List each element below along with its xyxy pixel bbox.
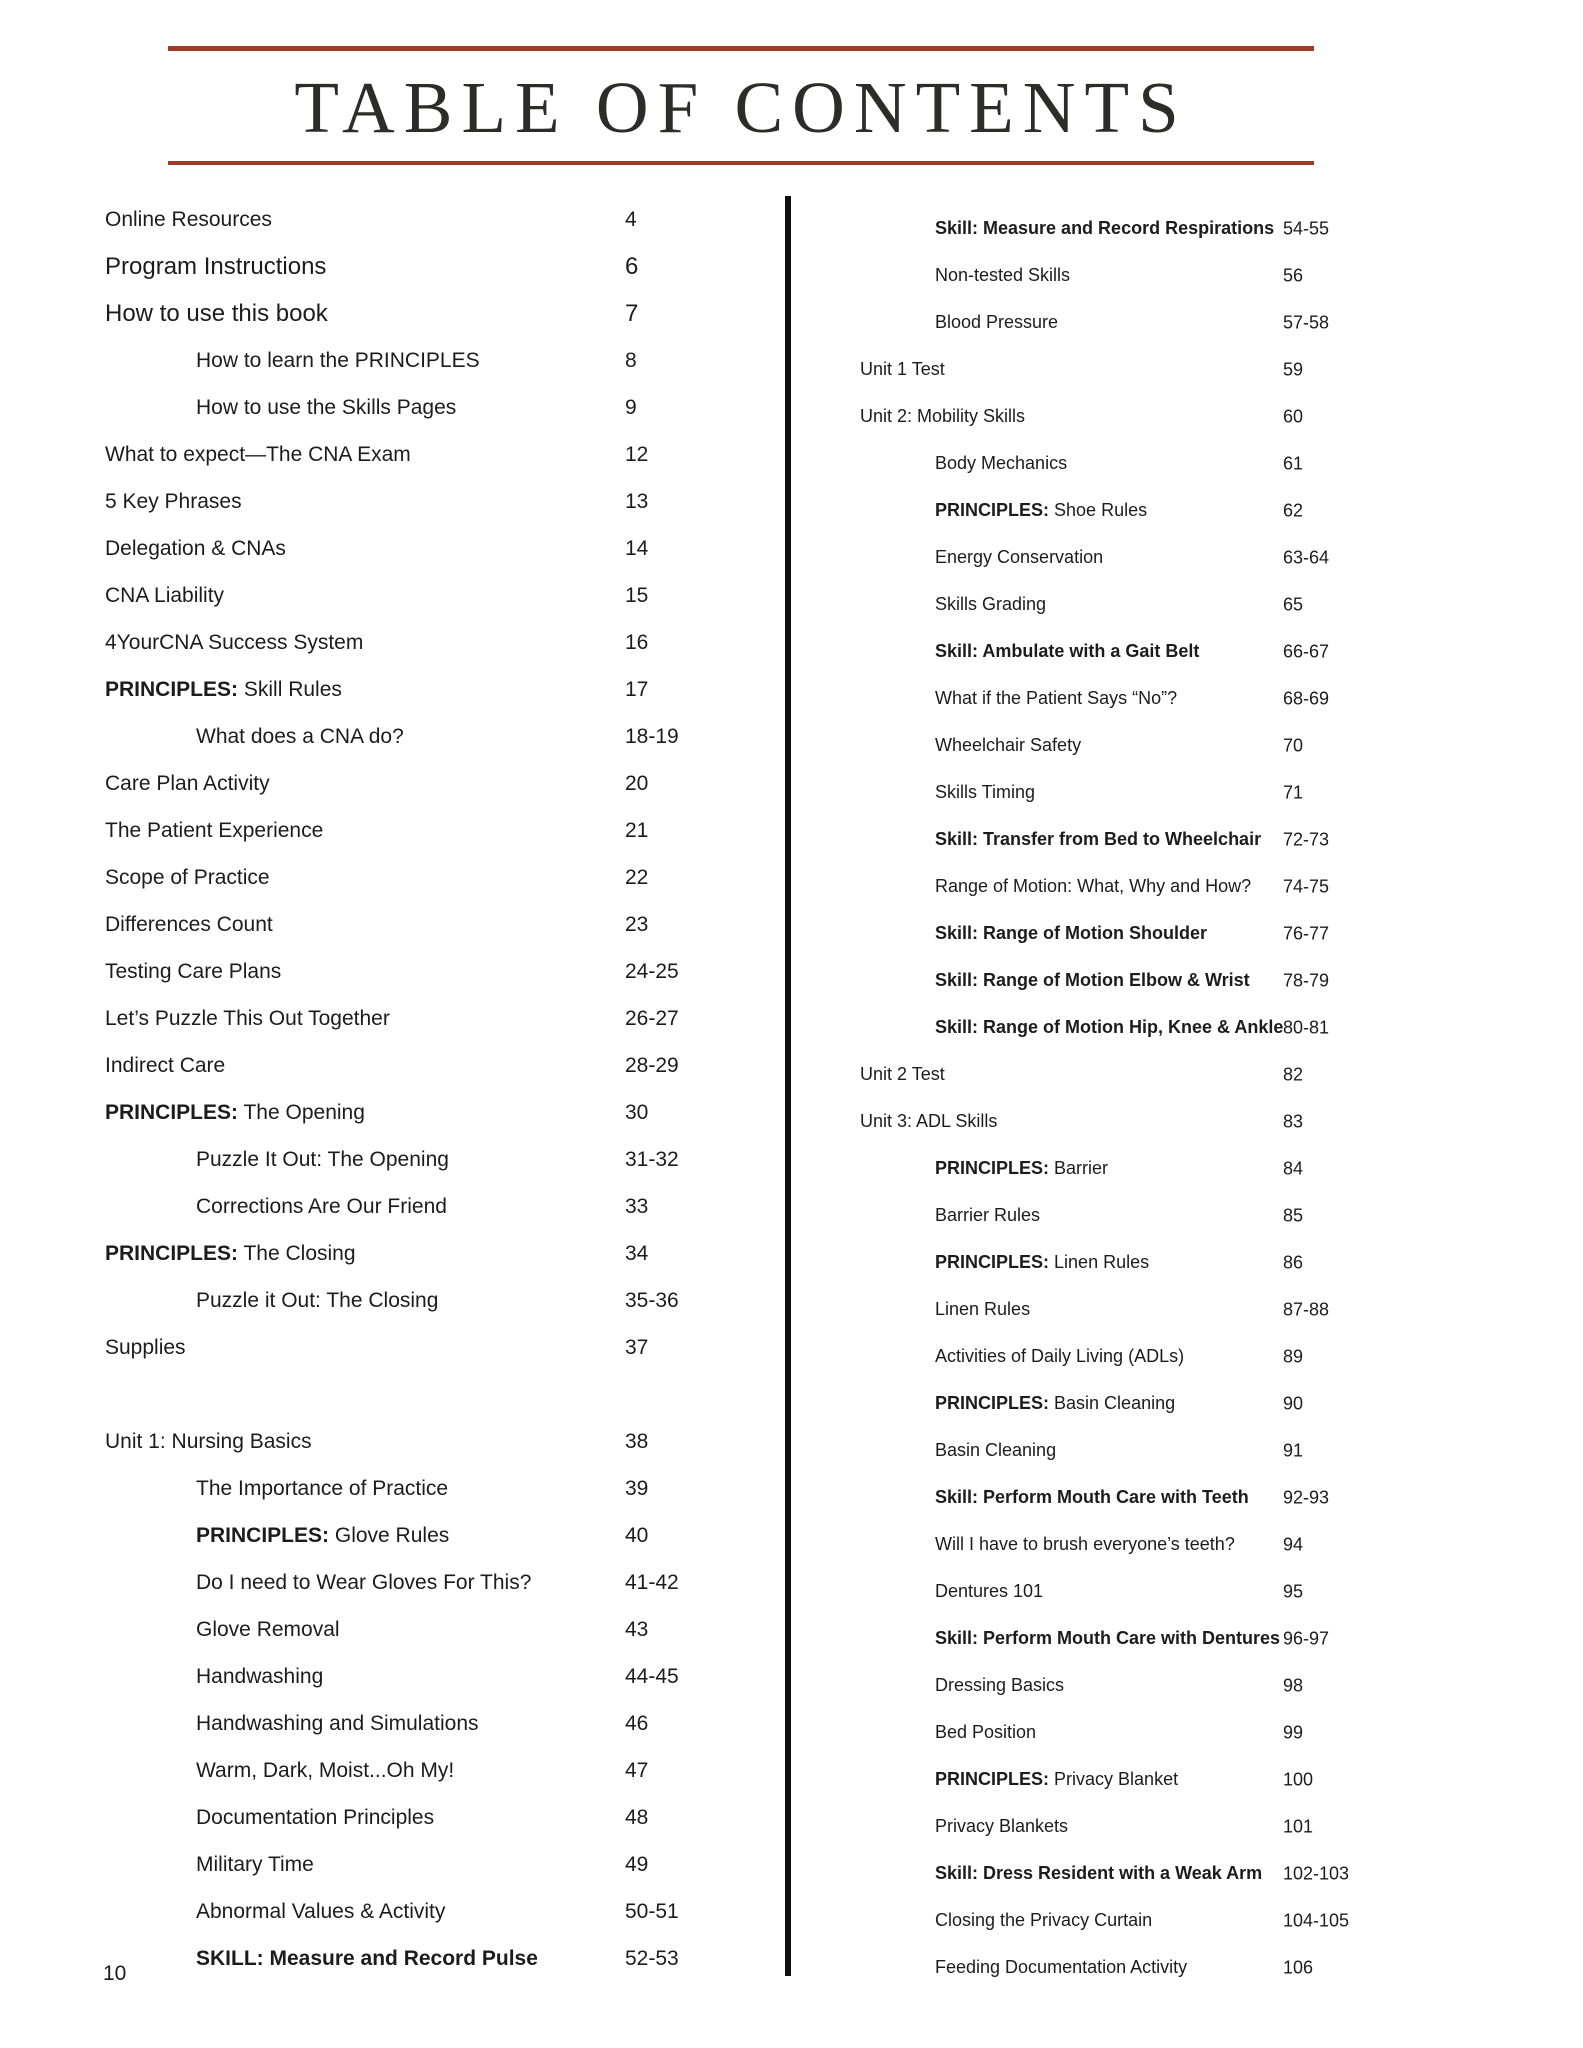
toc-entry: [105, 1700, 745, 1747]
toc-entry-label: Delegation & CNAs: [105, 536, 286, 560]
toc-entry-label: [860, 1252, 1149, 1273]
toc-entry-label: Energy Conservation: [935, 547, 1104, 567]
toc-entry: [105, 478, 745, 525]
toc-entry: [105, 948, 745, 995]
toc-entry-page: 46: [625, 1711, 649, 1735]
toc-entry-label: 4YourCNA Success System: [105, 630, 364, 654]
toc-entry-page: 66-67: [1283, 641, 1330, 661]
toc-entry: [105, 1277, 745, 1324]
toc-entry-page: 23: [625, 912, 649, 936]
toc-entry: [105, 337, 745, 384]
toc-entry-page: 44-45: [625, 1664, 679, 1688]
toc-entry-label: Skill: Range of Motion Shoulder: [935, 923, 1207, 943]
toc-entry: [860, 299, 1460, 346]
toc-entry-label: Unit 2: Mobility Skills: [860, 406, 1026, 426]
toc-entry-label: Do I need to Wear Gloves For This?: [196, 1570, 532, 1594]
toc-entry-page: 70: [1283, 735, 1304, 755]
toc-entry-page: 61: [1283, 453, 1304, 473]
toc-entry-page: 82: [1283, 1064, 1304, 1084]
toc-entry-label: [860, 500, 1147, 521]
toc-entry-label: Indirect Care: [105, 1053, 226, 1077]
toc-entry-label: Skill: Range of Motion Elbow & Wrist: [935, 970, 1250, 990]
toc-entry-label: The Importance of Practice: [196, 1476, 449, 1500]
toc-entry-text: Barrier: [1054, 1158, 1109, 1178]
toc-entry-label: Closing the Privacy Curtain: [935, 1910, 1153, 1930]
toc-entry: [860, 440, 1460, 487]
toc-entry: [860, 628, 1460, 675]
toc-entry-page: 22: [625, 865, 649, 889]
toc-entry-page: 21: [625, 818, 649, 842]
toc-entry: [105, 1935, 745, 1982]
toc-entry-label: Puzzle it Out: The Closing: [196, 1288, 439, 1312]
toc-entry: [105, 901, 745, 948]
toc-entry-page: 57-58: [1283, 312, 1330, 332]
toc-entry-label: Handwashing: [196, 1664, 324, 1688]
toc-entry: [860, 863, 1460, 910]
toc-entry-label: Glove Removal: [196, 1617, 340, 1641]
toc-entry: [105, 196, 745, 243]
toc-entry-page: 62: [1283, 500, 1304, 520]
toc-entry: [105, 619, 745, 666]
toc-entry: [105, 760, 745, 807]
toc-entry-label: SKILL: Measure and Record Pulse: [196, 1946, 538, 1970]
toc-entry-label: CNA Liability: [105, 583, 225, 607]
toc-entry-label: The Patient Experience: [105, 818, 324, 842]
toc-entry-page: 100: [1283, 1769, 1314, 1789]
toc-entry: [860, 346, 1460, 393]
toc-entry: [860, 1474, 1460, 1521]
toc-entry-prefix: PRINCIPLES:: [935, 1769, 1050, 1789]
toc-entry-label: Military Time: [196, 1852, 314, 1876]
toc-entry-prefix: PRINCIPLES:: [105, 1241, 239, 1265]
toc-entry-page: 17: [625, 677, 649, 701]
toc-entry: [105, 1136, 745, 1183]
toc-entry-label: Skill: Measure and Record Respirations: [935, 218, 1275, 238]
toc-entry-page: 90: [1283, 1393, 1304, 1413]
toc-entry-label: Range of Motion: What, Why and How?: [935, 876, 1252, 896]
toc-entry-page: 96-97: [1283, 1628, 1330, 1648]
title-bottom-rule: [168, 161, 1314, 165]
toc-entry-prefix: PRINCIPLES:: [105, 677, 239, 701]
toc-entry-label: What to expect—The CNA Exam: [105, 442, 411, 466]
toc-entry: [860, 393, 1460, 440]
toc-entry-label: Dressing Basics: [935, 1675, 1065, 1695]
toc-entry-page: 104-105: [1283, 1910, 1350, 1930]
toc-entry-page: 63-64: [1283, 547, 1330, 567]
toc-entry-label: [105, 1242, 356, 1266]
toc-entry: [105, 1418, 745, 1465]
toc-entry: [105, 1183, 745, 1230]
toc-entry: [105, 854, 745, 901]
toc-entry: [105, 1841, 745, 1888]
toc-entry-page: 15: [625, 583, 649, 607]
toc-entry-prefix: PRINCIPLES:: [935, 1252, 1050, 1272]
toc-entry-label: Unit 1 Test: [860, 359, 945, 379]
toc-entry: [105, 384, 745, 431]
toc-entry-page: 12: [625, 442, 649, 466]
toc-entry-label: Barrier Rules: [935, 1205, 1041, 1225]
toc-entry-page: 92-93: [1283, 1487, 1330, 1507]
toc-entry-page: 86: [1283, 1252, 1304, 1272]
toc-entry-label: Scope of Practice: [105, 865, 270, 889]
toc-entry-label: Body Mechanics: [935, 453, 1068, 473]
toc-entry-label: Bed Position: [935, 1722, 1037, 1742]
toc-entry-prefix: PRINCIPLES:: [935, 1158, 1050, 1178]
toc-entry: [105, 807, 745, 854]
toc-entry-text: Glove Rules: [334, 1523, 450, 1547]
toc-entry-label: [105, 1524, 449, 1548]
toc-entry: [860, 1850, 1460, 1897]
toc-entry-label: Feeding Documentation Activity: [935, 1957, 1188, 1977]
toc-entry-label: Program Instructions: [105, 252, 327, 280]
toc-entry-label: Puzzle It Out: The Opening: [196, 1147, 449, 1171]
toc-entry-page: 95: [1283, 1581, 1304, 1601]
toc-entry-label: How to use this book: [105, 299, 328, 327]
toc-entry-text: Linen Rules: [1054, 1252, 1150, 1272]
toc-entry-page: 26-27: [625, 1006, 679, 1030]
toc-entry: [860, 1521, 1460, 1568]
toc-entry-label: Skills Grading: [935, 594, 1047, 614]
toc-entry-label: Corrections Are Our Friend: [196, 1194, 447, 1218]
toc-entry: [105, 1559, 745, 1606]
toc-entry: [860, 1756, 1460, 1803]
toc-entry-page: 33: [625, 1194, 649, 1218]
toc-entry: [105, 1042, 745, 1089]
toc-entry: [860, 1803, 1460, 1850]
toc-entry: [105, 1888, 745, 1935]
toc-entry-label: Non-tested Skills: [935, 265, 1071, 285]
toc-entry-label: Skill: Range of Motion Hip, Knee & Ankle: [935, 1017, 1284, 1037]
toc-entry-label: Skill: Dress Resident with a Weak Arm: [935, 1863, 1263, 1883]
toc-entry-page: 37: [625, 1335, 649, 1359]
toc-entry: [860, 816, 1460, 863]
toc-entry: [860, 205, 1460, 252]
toc-entry: [105, 1653, 745, 1700]
toc-entry-page: 72-73: [1283, 829, 1330, 849]
toc-entry-page: 16: [625, 630, 649, 654]
toc-entry: [105, 290, 745, 337]
toc-entry-label: [105, 1101, 365, 1125]
toc-entry-label: Warm, Dark, Moist...Oh My!: [196, 1758, 455, 1782]
toc-entry-page: 13: [625, 489, 649, 513]
toc-entry-page: 43: [625, 1617, 649, 1641]
toc-entry-page: 84: [1283, 1158, 1304, 1178]
toc-entry: [860, 1944, 1460, 1991]
toc-entry: [860, 1098, 1460, 1145]
toc-entry: [105, 243, 745, 290]
toc-entry-page: 48: [625, 1805, 649, 1829]
toc-entry-page: 39: [625, 1476, 649, 1500]
toc-entry: [105, 1794, 745, 1841]
toc-entry-label: How to learn the PRINCIPLES: [196, 348, 480, 372]
toc-left-column: [105, 196, 745, 1982]
toc-entry-label: Documentation Principles: [196, 1805, 435, 1829]
toc-entry: [105, 995, 745, 1042]
page-title: TABLE OF CONTENTS: [294, 67, 1188, 148]
toc-entry-page: 89: [1283, 1346, 1304, 1366]
toc-entry-page: 54-55: [1283, 218, 1330, 238]
toc-entry-label: Unit 3: ADL Skills: [860, 1111, 998, 1131]
toc-entry-page: 65: [1283, 594, 1304, 614]
toc-entry-page: 24-25: [625, 959, 679, 983]
toc-entry-text: The Closing: [243, 1241, 356, 1265]
toc-entry: [860, 1568, 1460, 1615]
toc-entry-prefix: PRINCIPLES:: [935, 1393, 1050, 1413]
toc-entry: [860, 1239, 1460, 1286]
toc-entry: [105, 431, 745, 478]
toc-entry-label: Will I have to brush everyone’s teeth?: [935, 1534, 1235, 1554]
toc-entry: [860, 769, 1460, 816]
toc-entry-label: Supplies: [105, 1335, 186, 1359]
toc-entry: [105, 1089, 745, 1136]
toc-entry-label: Unit 2 Test: [860, 1064, 945, 1084]
toc-entry-label: How to use the Skills Pages: [196, 395, 457, 419]
toc-entry: [860, 957, 1460, 1004]
toc-entry: [860, 1380, 1460, 1427]
toc-entry: [105, 1606, 745, 1653]
toc-entry-prefix: PRINCIPLES:: [105, 1100, 239, 1124]
toc-entry-page: 76-77: [1283, 923, 1330, 943]
toc-entry-label: What if the Patient Says “No”?: [935, 688, 1178, 708]
toc-entry-page: 31-32: [625, 1147, 679, 1171]
toc-entry-prefix: PRINCIPLES:: [196, 1523, 330, 1547]
toc-entry-page: 20: [625, 771, 649, 795]
toc-entry-text: Privacy Blanket: [1054, 1769, 1179, 1789]
toc-entry-page: 80-81: [1283, 1017, 1330, 1037]
toc-entry-page: 78-79: [1283, 970, 1330, 990]
toc-entry: [860, 1051, 1460, 1098]
toc-entry-label: Skills Timing: [935, 782, 1036, 802]
toc-entry-page: 47: [625, 1758, 649, 1782]
toc-entry-page: 91: [1283, 1440, 1304, 1460]
toc-entry-page: 28-29: [625, 1053, 679, 1077]
toc-entry: [105, 572, 745, 619]
toc-entry-page: 85: [1283, 1205, 1304, 1225]
toc-entry-page: 7: [625, 299, 639, 327]
toc-entry-label: [860, 1158, 1108, 1179]
toc-entry-page: 30: [625, 1100, 649, 1124]
toc-entry: [860, 1145, 1460, 1192]
toc-entry-label: What does a CNA do?: [196, 724, 404, 748]
toc-entry-label: Testing Care Plans: [105, 959, 282, 983]
toc-entry-label: Handwashing and Simulations: [196, 1711, 479, 1735]
toc-entry-label: Care Plan Activity: [105, 771, 270, 795]
toc-entry-page: 18-19: [625, 724, 679, 748]
toc-entry: [105, 1324, 745, 1371]
toc-entry-label: Linen Rules: [935, 1299, 1031, 1319]
toc-entry: [860, 1615, 1460, 1662]
toc-entry: [860, 1286, 1460, 1333]
toc-entry: [860, 252, 1460, 299]
toc-entry-label: Let’s Puzzle This Out Together: [105, 1006, 390, 1030]
toc-entry-page: 98: [1283, 1675, 1304, 1695]
toc-entry-label: Online Resources: [105, 207, 272, 231]
toc-entry: [105, 1512, 745, 1559]
toc-entry-page: 34: [625, 1241, 649, 1265]
toc-entry-text: Shoe Rules: [1054, 500, 1148, 520]
toc-entry-text: Basin Cleaning: [1054, 1393, 1176, 1413]
toc-entry: [860, 722, 1460, 769]
toc-entry-prefix: PRINCIPLES:: [935, 500, 1050, 520]
toc-entry: [860, 910, 1460, 957]
toc-entry-text: Skill Rules: [243, 677, 342, 701]
toc-entry-label: Dentures 101: [935, 1581, 1044, 1601]
toc-entry-label: 5 Key Phrases: [105, 489, 242, 513]
toc-entry-page: 9: [625, 395, 637, 419]
toc-entry-page: 38: [625, 1429, 649, 1453]
toc-entry: [860, 1897, 1460, 1944]
toc-entry-page: 50-51: [625, 1899, 679, 1923]
toc-entry-page: 71: [1283, 782, 1304, 802]
toc-entry-page: 102-103: [1283, 1863, 1350, 1883]
toc-entry: [105, 713, 745, 760]
toc-spacer-row: [105, 1371, 745, 1418]
toc-entry-label: Unit 1: Nursing Basics: [105, 1429, 312, 1453]
toc-entry-page: 59: [1283, 359, 1304, 379]
toc-entry-page: 60: [1283, 406, 1304, 426]
toc-entry-page: 94: [1283, 1534, 1304, 1554]
toc-entry-page: 6: [625, 252, 639, 280]
toc-entry-page: 83: [1283, 1111, 1304, 1131]
toc-entry: [105, 666, 745, 713]
toc-entry-page: 106: [1283, 1957, 1314, 1977]
title-top-rule: [168, 46, 1314, 51]
toc-entry: [860, 1192, 1460, 1239]
toc-entry: [860, 581, 1460, 628]
toc-entry-label: Skill: Transfer from Bed to Wheelchair: [935, 829, 1262, 849]
toc-entry-label: Skill: Perform Mouth Care with Dentures: [935, 1628, 1281, 1648]
toc-entry-page: 14: [625, 536, 649, 560]
toc-entry-page: 8: [625, 348, 637, 372]
toc-entry: [105, 1747, 745, 1794]
toc-entry-page: 49: [625, 1852, 649, 1876]
toc-entry-page: 56: [1283, 265, 1304, 285]
toc-entry: [860, 1427, 1460, 1474]
toc-entry-page: 68-69: [1283, 688, 1330, 708]
toc-entry: [105, 1230, 745, 1277]
toc-entry-label: Skill: Perform Mouth Care with Teeth: [935, 1487, 1249, 1507]
toc-entry-page: 52-53: [625, 1946, 679, 1970]
toc-entry: [860, 1333, 1460, 1380]
toc-entry: [860, 487, 1460, 534]
toc-entry-page: 41-42: [625, 1570, 679, 1594]
toc-entry-label: Blood Pressure: [935, 312, 1059, 332]
toc-entry-label: Skill: Ambulate with a Gait Belt: [935, 641, 1200, 661]
toc-entry-label: Differences Count: [105, 912, 273, 936]
toc-entry-page: 101: [1283, 1816, 1314, 1836]
toc-entry: [860, 1662, 1460, 1709]
toc-entry-page: 35-36: [625, 1288, 679, 1312]
toc-entry-page: 87-88: [1283, 1299, 1330, 1319]
page-number: 10: [103, 1962, 127, 1985]
toc-entry-label: Wheelchair Safety: [935, 735, 1082, 755]
toc-entry: [860, 534, 1460, 581]
toc-entry-text: The Opening: [243, 1100, 365, 1124]
toc-entry: [860, 1709, 1460, 1756]
toc-entry-label: Abnormal Values & Activity: [196, 1899, 446, 1923]
toc-entry: [105, 525, 745, 572]
column-divider: [785, 196, 791, 1976]
toc-entry-label: [105, 678, 342, 702]
toc-entry-label: [860, 1769, 1178, 1790]
toc-entry: [105, 1465, 745, 1512]
toc-entry-label: Activities of Daily Living (ADLs): [935, 1346, 1185, 1366]
toc-entry: [860, 1004, 1460, 1051]
toc-entry: [860, 675, 1460, 722]
toc-entry-label: Basin Cleaning: [935, 1440, 1057, 1460]
toc-entry-page: 99: [1283, 1722, 1304, 1742]
toc-right-column: [860, 205, 1460, 1991]
toc-entry-label: Privacy Blankets: [935, 1816, 1069, 1836]
toc-entry-page: 4: [625, 207, 637, 231]
toc-entry-label: [860, 1393, 1175, 1414]
toc-entry-page: 74-75: [1283, 876, 1330, 896]
toc-entry-page: 40: [625, 1523, 649, 1547]
